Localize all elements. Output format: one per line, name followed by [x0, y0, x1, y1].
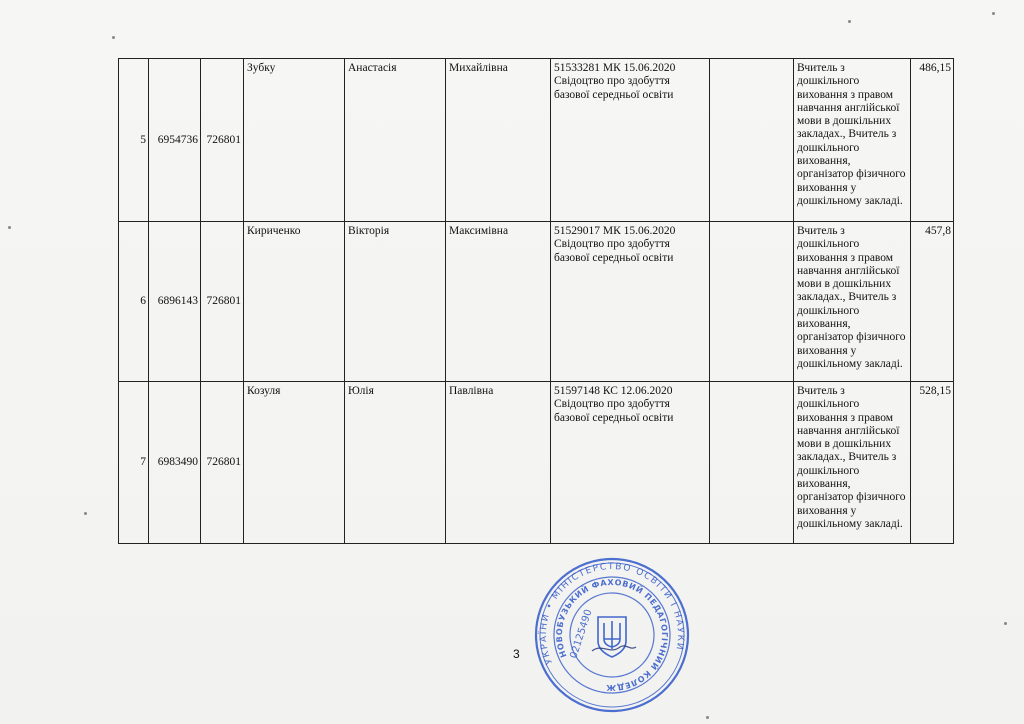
seal-inner-text: НОВОБУЗЬКИЙ ФАХОВИЙ ПЕДАГОГІЧНИЙ КОЛЕДЖ — [554, 577, 670, 693]
row-index: 6 — [119, 222, 149, 382]
table-row — [119, 59, 954, 222]
row-position: Вчитель з дошкільного виховання з правом навчання англійської мови в дошкільних закладах., Вчитель з дошкільного виховання, організатор фізичного виховання у дошкільному закладі. — [794, 59, 911, 222]
scan-speck — [706, 716, 709, 719]
table-row — [119, 382, 954, 544]
seal-outer-text: УКРАЇНИ • МІНІСТЕРСТВО ОСВІТИ І НАУКИ — [538, 561, 686, 666]
row-code: 726801 — [201, 59, 244, 222]
row-empty-cell — [710, 222, 794, 382]
row-document: 51529017 МК 15.06.2020 Свідоцтво про здобуття базової середньої освіти — [551, 222, 710, 382]
records-table — [118, 58, 954, 544]
scan-speck — [992, 12, 995, 15]
row-index: 7 — [119, 382, 149, 544]
row-score: 486,15 — [911, 59, 954, 222]
row-id: 6983490 — [149, 382, 201, 544]
row-document: 51597148 КС 12.06.2020 Свідоцтво про здобуття базової середньої освіти — [551, 382, 710, 544]
scan-speck — [1004, 622, 1007, 625]
row-position: Вчитель з дошкільного виховання з правом навчання англійської мови в дошкільних закладах., Вчитель з дошкільного виховання, організатор фізичного виховання у дошкільному закладі. — [794, 382, 911, 544]
row-last-name: Зубку — [244, 59, 345, 222]
row-first-name: Вікторія — [345, 222, 446, 382]
row-document: 51533281 МК 15.06.2020 Свідоцтво про здобуття базової середньої освіти — [551, 59, 710, 222]
row-empty-cell — [710, 59, 794, 222]
row-empty-cell — [710, 382, 794, 544]
row-patronymic: Павлівна — [446, 382, 551, 544]
row-score: 528,15 — [911, 382, 954, 544]
row-score: 457,8 — [911, 222, 954, 382]
row-code: 726801 — [201, 382, 244, 544]
row-patronymic: Максимівна — [446, 222, 551, 382]
row-last-name: Кириченко — [244, 222, 345, 382]
row-patronymic: Михайлівна — [446, 59, 551, 222]
official-seal — [532, 555, 692, 715]
row-id: 6954736 — [149, 59, 201, 222]
scan-speck — [84, 512, 87, 515]
scan-speck — [8, 226, 11, 229]
scan-speck — [112, 36, 115, 39]
row-last-name: Козуля — [244, 382, 345, 544]
page-number: 3 — [513, 647, 520, 661]
trident-emblem — [598, 617, 626, 657]
row-first-name: Анастасія — [345, 59, 446, 222]
scan-speck — [848, 20, 851, 23]
table-row — [119, 222, 954, 382]
row-position: Вчитель з дошкільного виховання з правом навчання англійської мови в дошкільних закладах., Вчитель з дошкільного виховання, організатор фізичного виховання у дошкільному закладі. — [794, 222, 911, 382]
row-code: 726801 — [201, 222, 244, 382]
row-index: 5 — [119, 59, 149, 222]
row-first-name: Юлія — [345, 382, 446, 544]
row-id: 6896143 — [149, 222, 201, 382]
seal-code: 02125490 — [568, 608, 595, 660]
